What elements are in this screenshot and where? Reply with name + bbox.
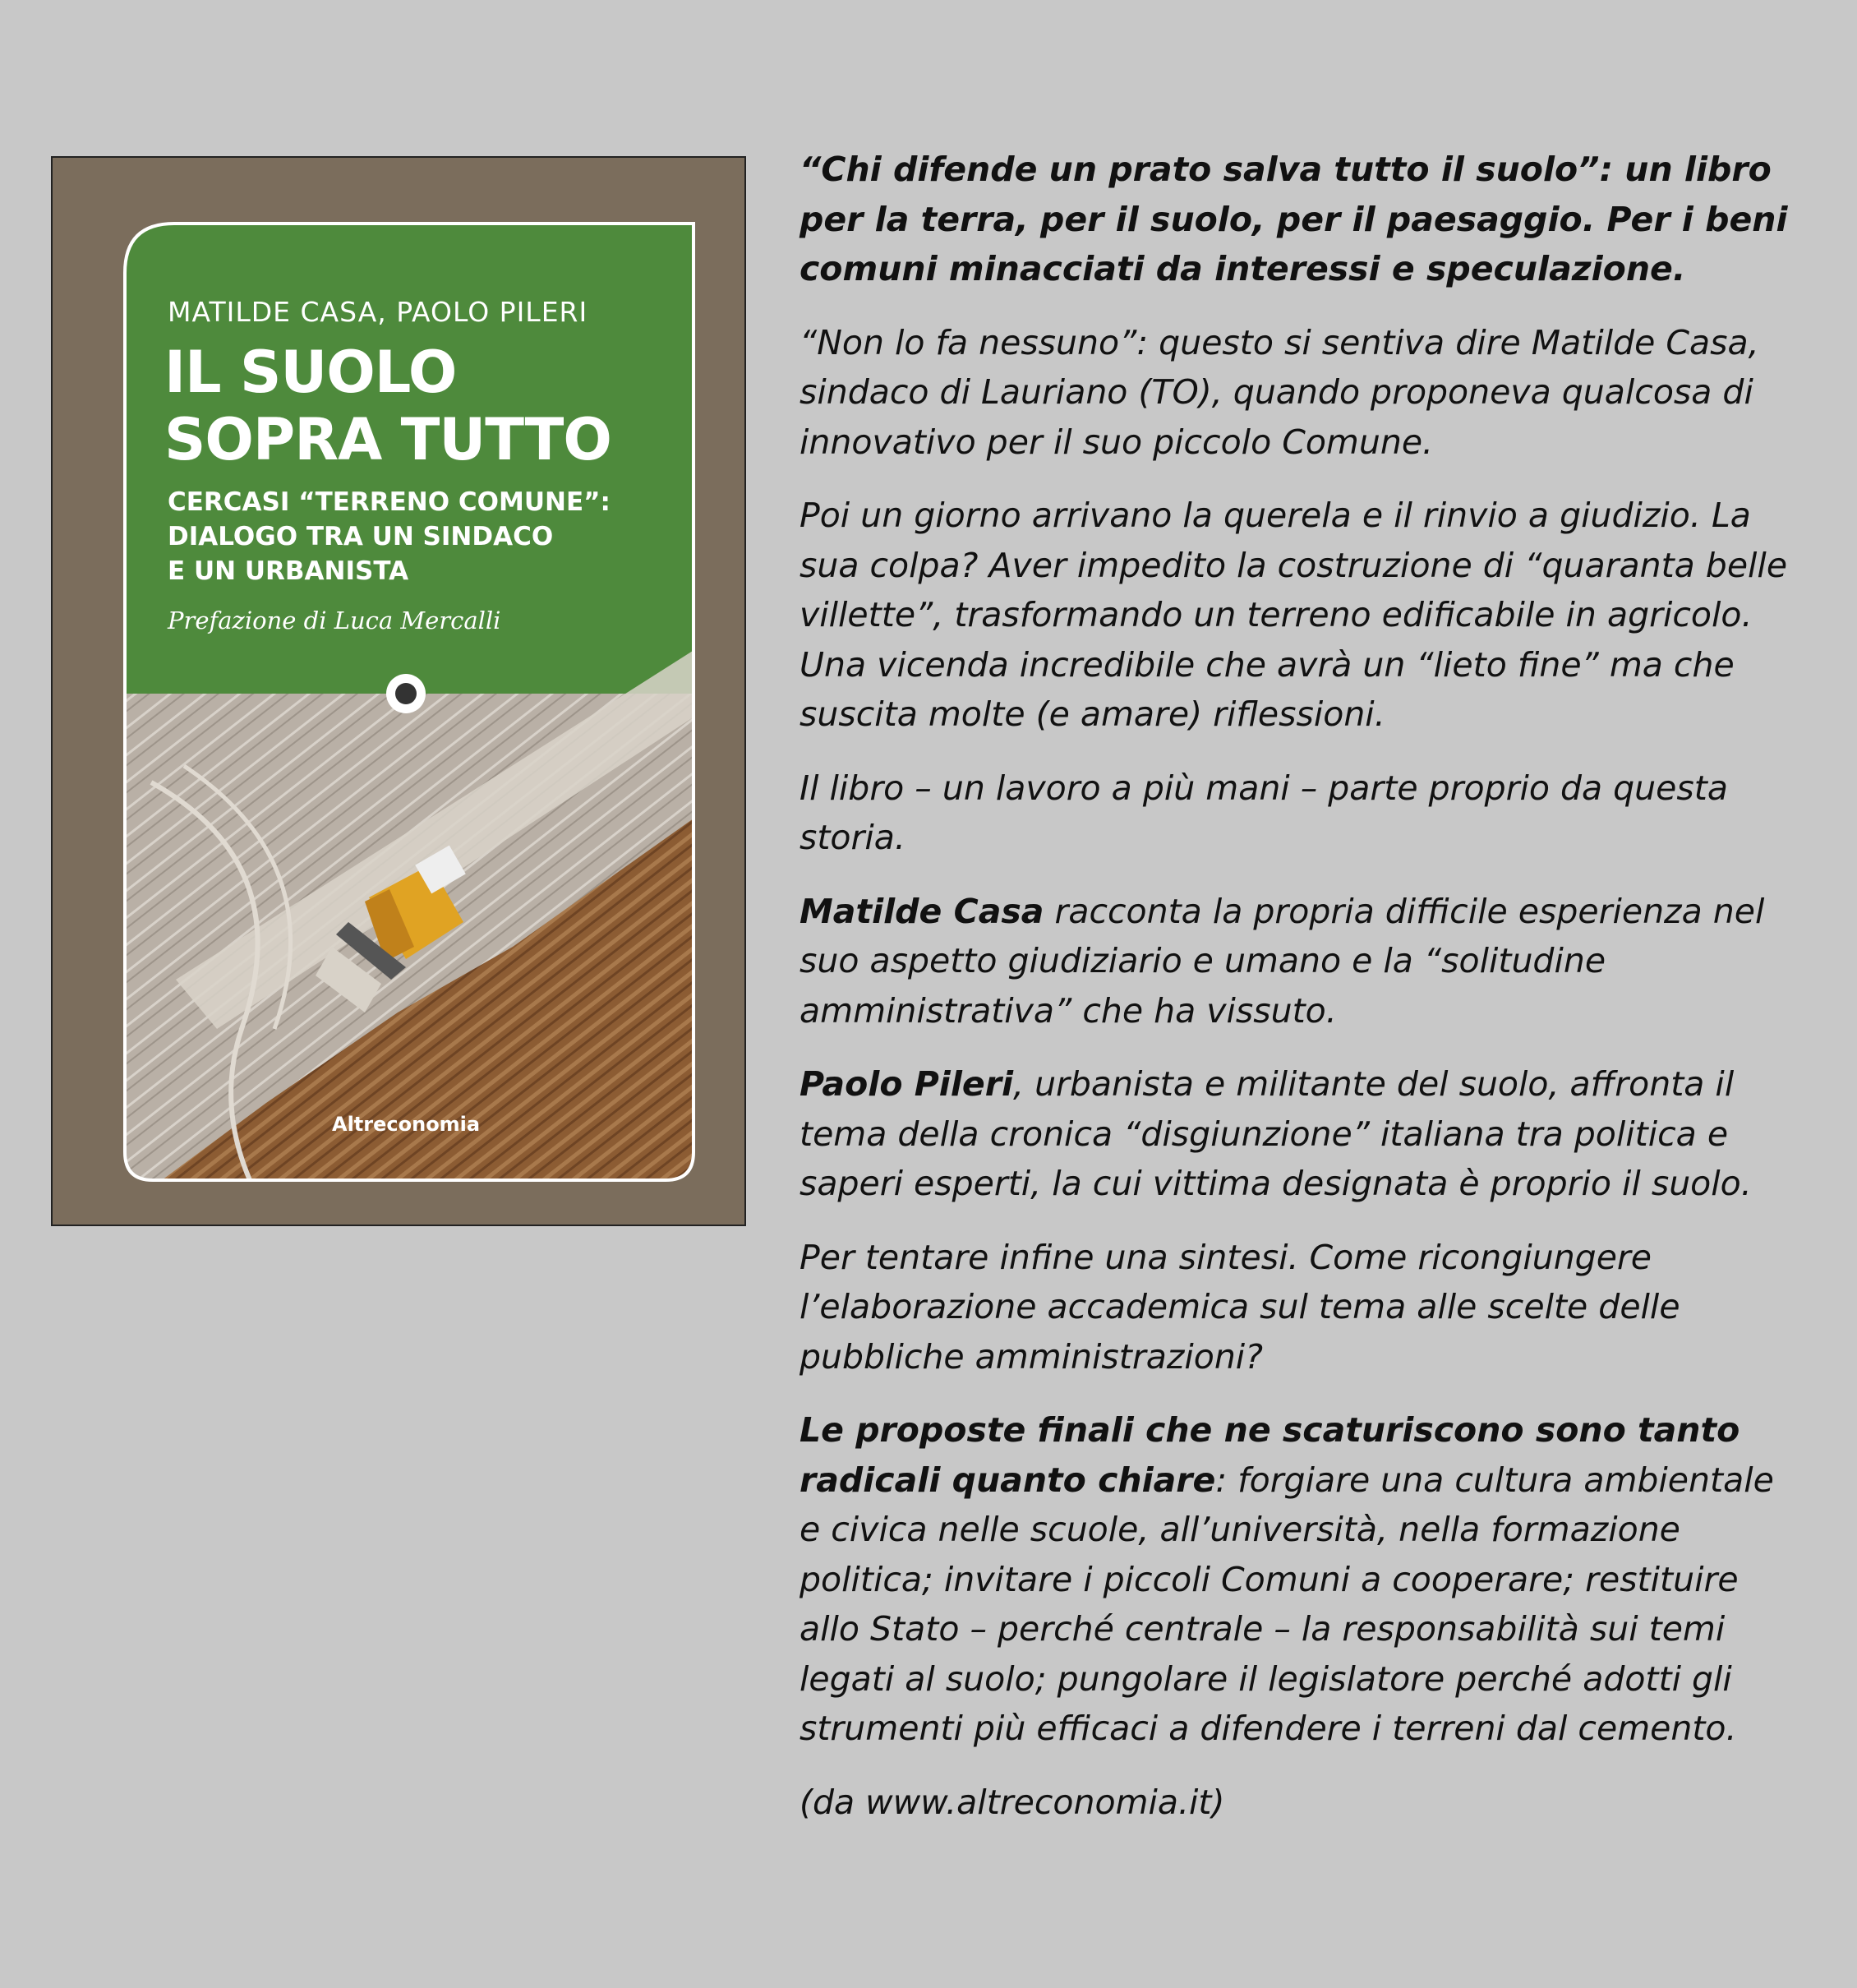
- text-line: Il libro – un lavoro a più mani – parte proprio da questa: [799, 768, 1728, 808]
- text-line: [799, 887, 1810, 937]
- text-line: “Non lo fa nessuno”: questo si sentiva dire Matilde Casa,: [799, 322, 1759, 362]
- text-line: suscita molte (e amare) riflessioni.: [799, 694, 1385, 734]
- text-line: saperi esperti, la cui vittima designata è proprio il suolo.: [799, 1164, 1752, 1203]
- paragraph-7: [799, 1405, 1810, 1754]
- cover-title-line: IL SUOLO: [164, 339, 457, 406]
- text-line: legati al suolo; pungolare il legislatore perché adotti gli: [799, 1658, 1732, 1699]
- cover-preface: Prefazione di Luca Mercalli: [168, 607, 501, 634]
- text-fragment: : un libro: [1599, 150, 1772, 189]
- cover-publisher: Altreconomia: [332, 1113, 481, 1136]
- author-name: Paolo Pileri: [799, 1064, 1013, 1104]
- text-line: Per tentare infine una sintesi. Come ricongiungere: [799, 1237, 1652, 1277]
- paragraph-3: [799, 763, 1810, 863]
- text-fragment: , urbanista e militante del suolo, affronta il: [1013, 1064, 1735, 1104]
- cover-title-line: SOPRA TUTTO: [164, 406, 611, 473]
- paragraph-1: [799, 318, 1810, 468]
- paragraph-4: [799, 887, 1810, 1036]
- text-line: per la terra, per il suolo, per il paesaggio. Per i beni: [799, 199, 1788, 239]
- book-quote: “Chi difende un prato salva tutto il suolo”: [799, 150, 1600, 189]
- text-line: innovativo per il suo piccolo Comune.: [799, 422, 1434, 462]
- cover-subtitle-line: E UN URBANISTA: [168, 556, 409, 586]
- paragraph-5: [799, 1059, 1810, 1209]
- text-line: amministrativa” che ha vissuto.: [799, 990, 1337, 1031]
- author-name: Matilde Casa: [799, 891, 1044, 931]
- cover-subtitle: [168, 485, 611, 588]
- paragraph-6: [799, 1233, 1810, 1382]
- text-line: pubbliche amministrazioni?: [799, 1336, 1263, 1377]
- text-line: politica; invitare i piccoli Comuni a cooperare; restituire: [799, 1559, 1739, 1599]
- source-credit: [799, 1778, 1810, 1828]
- cover-subtitle-line: CERCASI “TERRENO COMUNE”:: [168, 487, 611, 517]
- text-line: allo Stato – perché centrale – la responsabilità sui temi: [799, 1609, 1726, 1649]
- cover-authors: MATILDE CASA, PAOLO PILERI: [168, 296, 588, 328]
- text-line: (da www.altreconomia.it): [799, 1782, 1225, 1822]
- text-line: [799, 1455, 1810, 1506]
- text-line: suo aspetto giudiziario e umano e la “solitudine: [799, 941, 1606, 980]
- bold-phrase: radicali quanto chiare: [799, 1460, 1216, 1500]
- text-line: storia.: [799, 818, 905, 857]
- text-line: Le proposte finali che ne scaturiscono sono tanto: [799, 1410, 1740, 1450]
- cover-subtitle-line: DIALOGO TRA UN SINDACO: [168, 522, 554, 551]
- text-line: Poi un giorno arrivano la querela e il rinvio a giudizio. La: [799, 496, 1751, 535]
- text-line: [799, 1059, 1810, 1109]
- book-cover: [51, 156, 746, 1226]
- text-line: villette”, trasformando un terreno edificabile in agricolo.: [799, 595, 1753, 634]
- intro-paragraph: [799, 145, 1810, 294]
- text-fragment: racconta la propria difficile esperienza nel: [1044, 891, 1765, 931]
- text-line: strumenti più efficaci a difendere i terreni dal cemento.: [799, 1709, 1737, 1748]
- paragraph-2: [799, 491, 1810, 740]
- text-line: tema della cronica “disgiunzione” italiana tra politica e: [799, 1114, 1729, 1154]
- text-line: sua colpa? Aver impedito la costruzione di “quaranta belle: [799, 545, 1788, 585]
- text-fragment: : forgiare una cultura ambientale: [1215, 1460, 1774, 1500]
- text-line: e civica nelle scuole, all’università, nella formazione: [799, 1510, 1680, 1549]
- text-line: [799, 145, 1810, 195]
- text-line: l’elaborazione accademica sul tema alle scelte delle: [799, 1287, 1680, 1326]
- text-line: comuni minacciati da interessi e speculazione.: [799, 249, 1686, 288]
- article-body: [799, 145, 1810, 1851]
- cover-title: [164, 339, 611, 473]
- text-line: Una vicenda incredibile che avrà un “lieto fine” ma che: [799, 644, 1735, 685]
- text-line: sindaco di Lauriano (TO), quando proponeva qualcosa di: [799, 372, 1753, 412]
